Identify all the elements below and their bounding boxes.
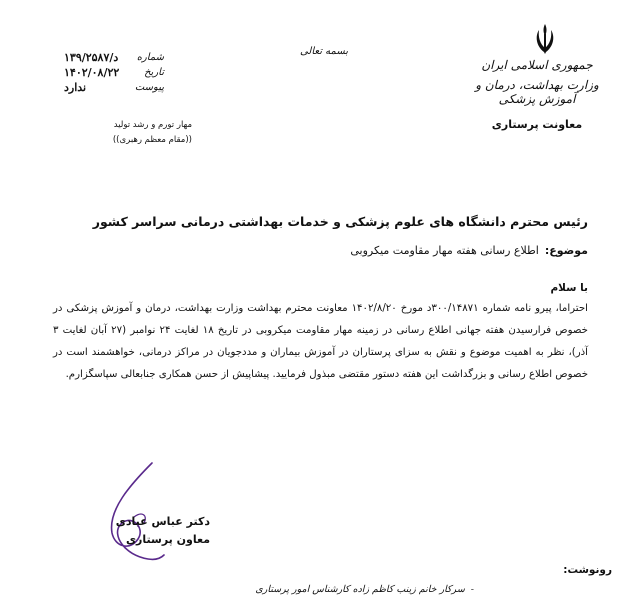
number-row: [64, 50, 164, 65]
slogan-attribution: ((مقام معظم رهبری)): [112, 135, 192, 145]
slogan: [72, 118, 192, 148]
greeting: با سلام: [550, 282, 588, 294]
attachment-value: ندارد: [64, 81, 87, 94]
subject-row: [350, 244, 588, 257]
republic-title: جمهوری اسلامی ایران: [481, 58, 593, 72]
attachment-row: [64, 80, 164, 95]
subject-text: اطلاع رسانی هفته مهار مقاومت میکروبی: [350, 244, 539, 257]
signer-title: معاون پرستاری: [125, 533, 210, 546]
cc-item: [255, 584, 474, 595]
number-value: د/۱۳۹/۲۵۸۷: [64, 51, 119, 64]
signer-name: دکتر عباس عبادی: [115, 515, 210, 528]
ministry-title: وزارت بهداشت، درمان و آموزش پزشکی: [475, 78, 599, 106]
deputy-title: معاونت پرستاری: [491, 118, 583, 131]
attachment-label: پیوست: [134, 82, 164, 93]
cc-label: رونوشت:: [563, 564, 612, 576]
letter-meta: [64, 50, 164, 95]
letter-body: احتراما، پیرو نامه شماره ۳۰۰/۱۴۸۷۱د مورخ ۱۴۰۲/۸/۲۰ معاونت محترم بهداشت وزارت بهداشت، درمان و آموزش پزشکی در خصوص فرارسیدن هفته جهانی اطلاع رسانی در زمینه مهار مقاومت میکروبی در تاریخ ۱۸ لغایت ۲۴ نوامبر (۲۷ آبان لغایت ۳ آذر)، نظر به اهمیت موضوع و نقش به سزای پرستاران در آموزش بیماران و مددجویان در مراکز درمانی، خواهشمند است در خصوص اطلاع رسانی و بزرگداشت این هفته دستور مقتضی مبذول فرمایید. پیشاپیش از حسن همکاری جنابعالی سپاسگزارم.: [53, 303, 589, 380]
cc-dash: -: [470, 584, 474, 595]
bismillah: بسمه تعالی: [299, 46, 349, 57]
date-label: تاریخ: [144, 67, 164, 78]
ministry-header: [462, 58, 612, 131]
number-label: شماره: [136, 52, 164, 63]
subject-label: موضوع:: [544, 244, 588, 257]
date-row: [64, 65, 164, 80]
signer-block: [100, 513, 210, 549]
cc-recipient: سرکار خانم زینب کاظم زاده کارشناس امور پرستاری: [255, 584, 465, 595]
recipient: رئیس محترم دانشگاه های علوم پزشکی و خدمات بهداشتی درمانی سراسر کشور: [92, 214, 588, 229]
iran-emblem-icon: [532, 22, 558, 56]
slogan-line: مهار تورم و رشد تولید: [113, 120, 192, 130]
date-value: ۱۴۰۲/۰۸/۲۲: [64, 66, 120, 79]
